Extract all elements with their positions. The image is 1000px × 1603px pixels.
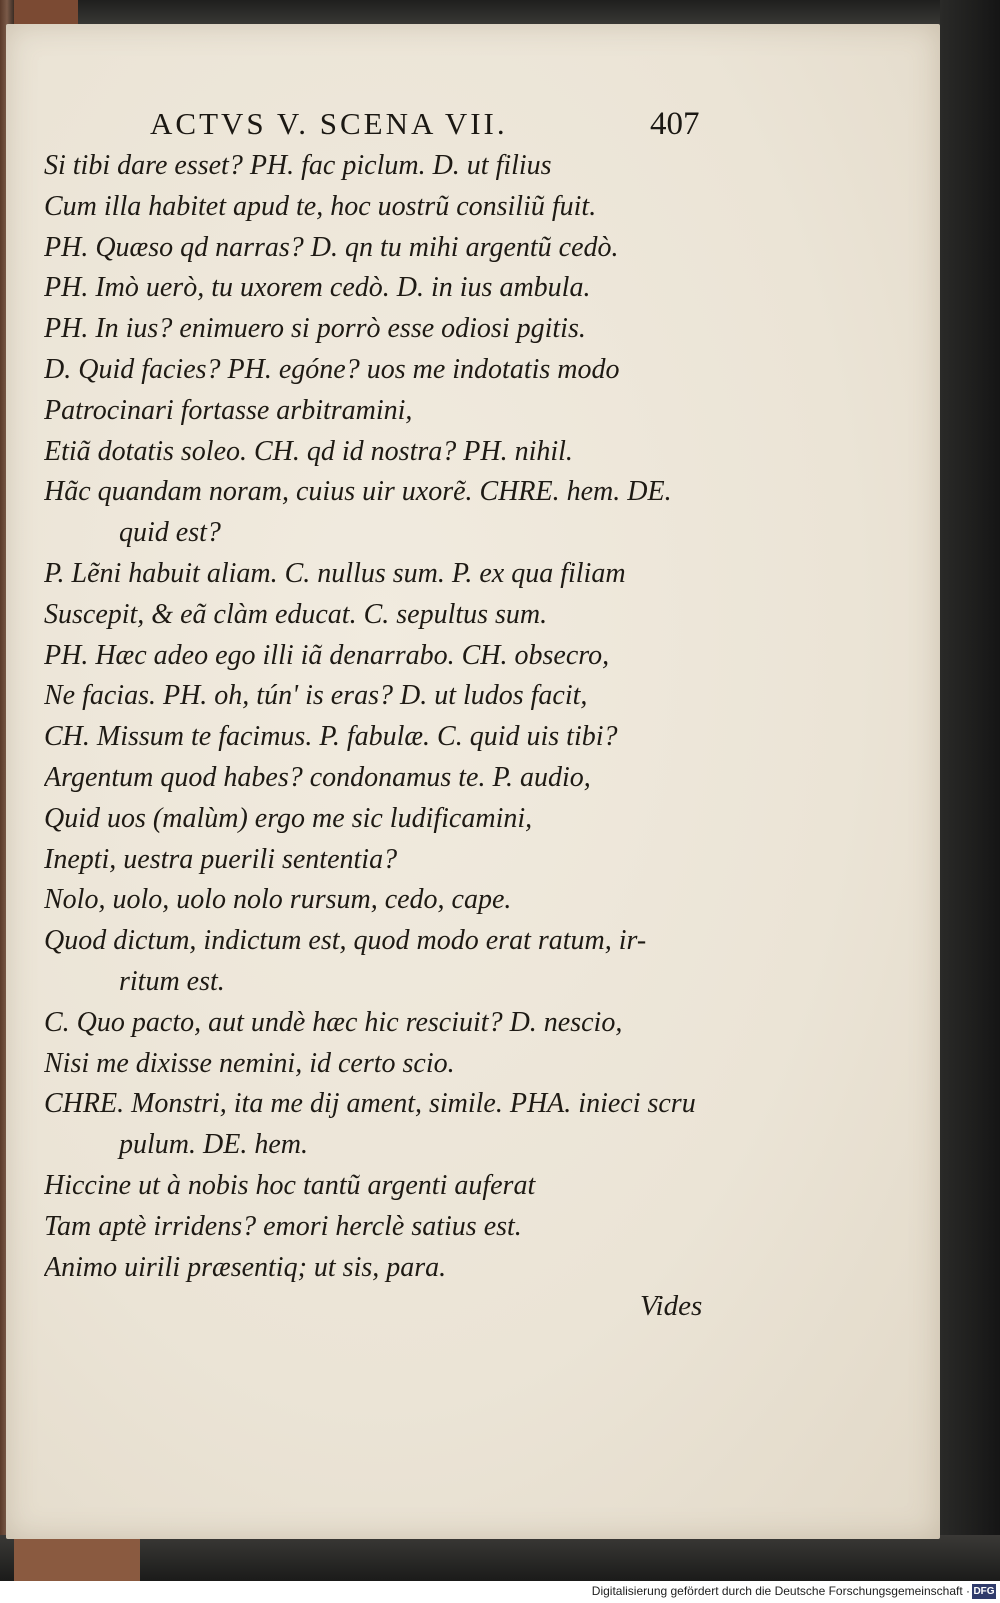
text-line: Si tibi dare esset? PH. fac piclum. D. ut filius (44, 150, 552, 181)
verse-text-block (44, 146, 734, 1288)
footer-bar (0, 1581, 1000, 1603)
text-line: Argentum quod habes? condonamus te. P. audio, (44, 761, 591, 793)
text-line: Tam aptè irridens? emori herclè satius est. (44, 1210, 522, 1242)
text-line: quid est? (119, 517, 221, 549)
page-number: 407 (650, 106, 700, 142)
book-bottom-edge (0, 1535, 1000, 1581)
running-head: ACTVS V. SCENA VII. (150, 106, 508, 141)
text-line: PH. Quæso qd narras? D. qn tu mihi argentũ cedò. (44, 231, 619, 263)
text-line: Suscepit, & eã clàm educat. C. sepultus sum. (44, 598, 548, 630)
text-line: pulum. DE. hem. (119, 1129, 308, 1161)
text-line: PH. Hæc adeo ego illi iã denarrabo. CH. obsecro, (44, 639, 610, 671)
book-right-edge (940, 0, 1000, 1581)
text-line: Nisi me dixisse nemini, id certo scio. (44, 1047, 455, 1079)
text-line: Quod dictum, indictum est, quod modo erat ratum, ir- (44, 925, 647, 957)
text-line: ritum est. (119, 965, 225, 997)
text-line: CHRE. Monstri, ita me dij ament, simile. PHA. inieci scru (44, 1088, 696, 1120)
text-line: Quid uos (malùm) ergo me sic ludificamini, (44, 802, 533, 834)
funding-credit: Digitalisierung gefördert durch die Deutsche Forschungsgemeinschaft · (591, 1584, 970, 1598)
dfg-logo-icon: DFG (973, 1586, 995, 1597)
text-line: Hiccine ut à nobis hoc tantũ argenti auferat (44, 1169, 536, 1201)
text-line: C. Quo pacto, aut undè hæc hic resciuit? D. nescio, (44, 1006, 623, 1038)
text-line: Inepti, uestra puerili sententia? (44, 843, 398, 875)
text-line: D. Quid facies? PH. egóne? uos me indotatis modo (44, 353, 620, 385)
catchword: Vides (640, 1290, 703, 1322)
text-line: P. Lẽni habuit aliam. C. nullus sum. P. ex qua filiam (44, 557, 626, 589)
text-line: PH. In ius? enimuero si porrò esse odiosi pgitis. (44, 313, 586, 345)
text-line: Cum illa habitet apud te, hoc uostrũ consiliũ fuit. (44, 190, 597, 222)
text-line: Animo uirili præsentiq; ut sis, para. (44, 1251, 447, 1283)
text-line: CH. Missum te facimus. P. fabulæ. C. quid uis tibi? (44, 721, 618, 753)
page-header (150, 106, 730, 146)
text-line: Patrocinari fortasse arbitramini, (44, 394, 413, 426)
book-top-edge (0, 0, 1000, 26)
text-line: Ne facias. PH. oh, tún' is eras? D. ut ludos facit, (44, 680, 588, 712)
text-line: Hãc quandam noram, cuius uir uxorẽ. CHRE. hem. DE. (44, 476, 672, 508)
text-line: PH. Imò uerò, tu uxorem cedò. D. in ius ambula. (44, 272, 591, 304)
text-line: Etiã dotatis soleo. CH. qd id nostra? PH. nihil. (44, 435, 573, 467)
text-line: Nolo, uolo, uolo nolo rursum, cedo, cape. (44, 884, 512, 916)
